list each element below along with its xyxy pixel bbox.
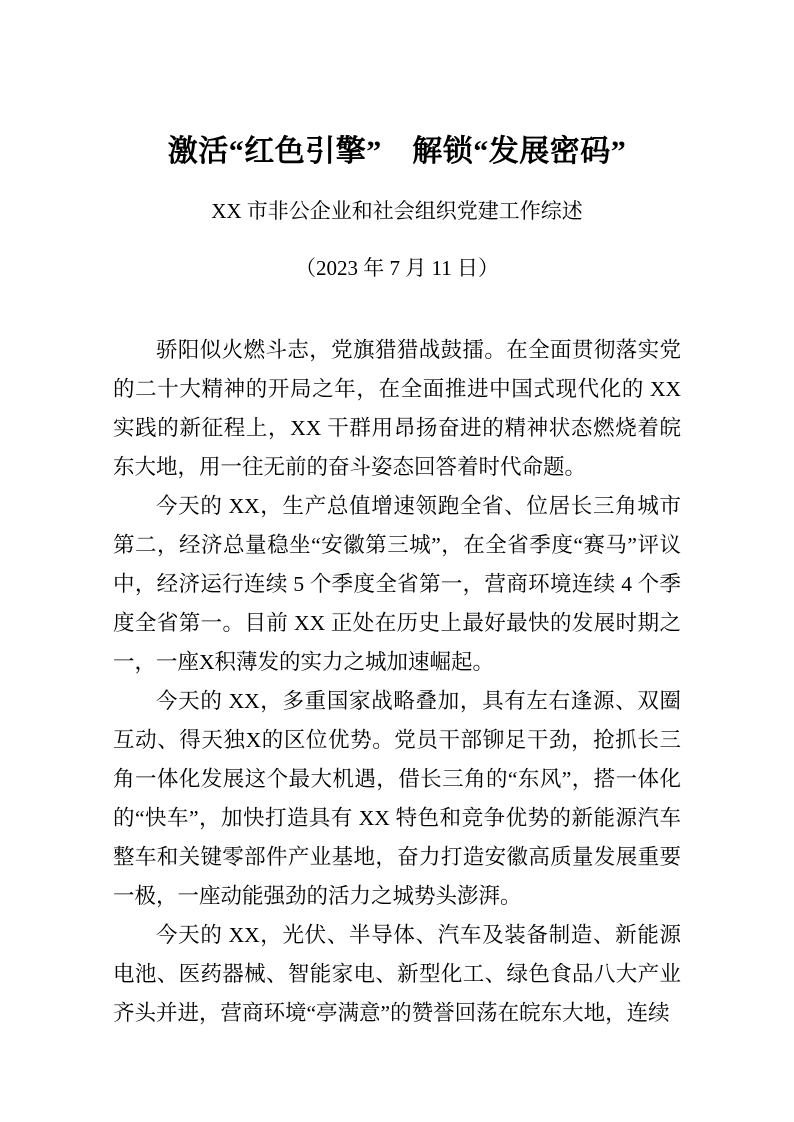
document-body <box>113 331 681 1033</box>
document-title: 激活“红色引擎” 解锁“发展密码” <box>167 135 627 168</box>
document-date: （2023 年 7 月 11 日） <box>295 256 499 280</box>
paragraph-4: 今天的 XX，光伏、半导体、汽车及装备制造、新能源电池、医药器械、智能家电、新型化工、绿色食品八大产业齐头并进，营商环境“亭满意”的赞誉回荡在皖东大地，连续 <box>113 923 681 1025</box>
paragraph-3: 今天的 XX，多重国家战略叠加，具有左右逢源、双圈互动、得天独X的区位优势。党员干部铆足干劲，抢抓长三角一体化发展这个最大机遇，借长三角的“东风”，搭一体化的“快车”，加快打造具有 XX 特色和竞争优势的新能源汽车整车和关键零部件产业基地，奋力打造安徽高质量发展重要一极，一座动能强劲的活力之城势头澎湃。 <box>113 689 681 908</box>
paragraph-2: 今天的 XX，生产总值增速领跑全省、位居长三角城市第二，经济总量稳坐“安徽第三城”，在全省季度“赛马”评议中，经济运行连续 5 个季度全省第一，营商环境连续 4 个季度全省第一。目前 XX 正处在历史上最好最快的发展时期之一，一座X积薄发的实力之城加速崛起。 <box>113 494 681 674</box>
paragraph-1: 骄阳似火燃斗志，党旗猎猎战鼓擂。在全面贯彻落实党的二十大精神的开局之年，在全面推进中国式现代化的 XX 实践的新征程上，XX 干群用昂扬奋进的精神状态燃烧着皖东大地，用一往无前的奋斗姿态回答着时代命题。 <box>113 338 681 479</box>
document-subtitle: XX 市非公企业和社会组织党建工作综述 <box>211 199 583 223</box>
